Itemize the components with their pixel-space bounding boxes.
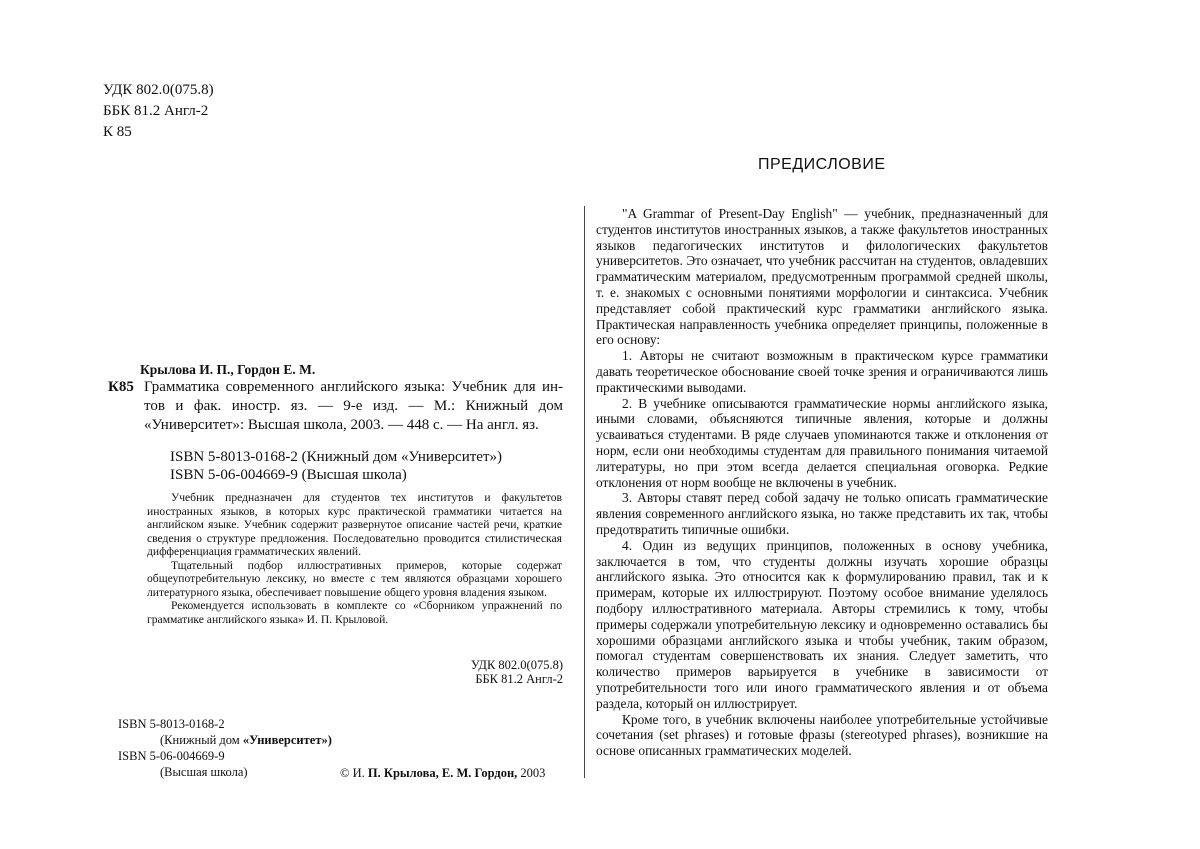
udk-line: УДК 802.0(075.8) (470, 658, 563, 672)
publisher-name-bold: «Университет») (242, 733, 332, 747)
bbk-line: ББК 81.2 Англ-2 (475, 672, 563, 686)
preface-paragraph: 4. Один из ведущих принципов, положенных в основу учебника, заключается в том, что студенты должны изучать хорошие образцы английского языка. Это относится как к формулированию правил, так и к примерам, которые их иллюстрируют. Поэтому особое внимание уделялось подбору иллюстративного материала. Авторы стремились к тому, чтобы примеры содержали употребительную лексику и одновременно оставались бы хорошими образцами английского языка и чтобы учебник, таким образом, помогал студентам совершенствовать их знания. Следует заметить, что количество примеров варьируется в учебнике в зависимости от употребительности того или иного грамматического явления и от объема раздела, который он иллюстрирует. (596, 537, 1048, 711)
copyright-year: 2003 (517, 766, 546, 780)
bibliographic-entry (108, 378, 563, 435)
isbn-line: ISBN 5-8013-0168-2 (118, 717, 225, 731)
isbn-line: ISBN 5-06-004669-9 (118, 749, 225, 763)
isbn-line: ISBN 5-8013-0168-2 (Книжный дом «Университет») (170, 449, 503, 465)
bibliographic-description: Грамматика современного английского языка: Учебник для ин-тов и фак. иностр. яз. — 9-е изд. — М.: Книжный дом «Университет»: Высшая школа, 2003. — 448 с. — На англ. яз. (144, 379, 563, 433)
preface-paragraph: Кроме того, в учебник включены наиболее употребительные устойчивые сочетания (set phrases) и готовые фразы (stereotyped phrases), возникшие на основе описанных грамматических моделей. (596, 711, 1048, 759)
preface-paragraph: "A Grammar of Present-Day English" — учебник, предназначенный для студентов институтов иностранных языков, а также факультетов иностранных языков педагогических институтов и филологических факультетов университетов. Это означает, что учебник рассчитан на студентов, овладевших грамматическим материалом, предусмотренным программой средней школы, т. е. знакомых с основными понятиями морфологии и синтаксиса. Учебник представляет собой практический курс грамматики английского языка. Практическая направленность учебника определяет принципы, положенные в его основу: (596, 206, 1048, 348)
udk-classification-top (103, 80, 214, 143)
bbk-line: ББК 81.2 Англ-2 (103, 103, 209, 119)
isbn-footer (118, 716, 332, 780)
preface-body (596, 206, 1048, 759)
copyright-prefix: © И. (340, 766, 368, 780)
annotation-paragraph: Учебник предназначен для студентов тех институтов и факультетов иностранных языков, в которых курс практической грамматики читается на английском языке. Учебник содержит развернутое описание частей речи, краткие сведения о структуре предложения. Последовательно проводится стилистическая дифференциация грамматических явлений. (147, 491, 562, 558)
author-sign-line: К 85 (103, 124, 132, 140)
annotation-paragraph: Тщательный подбор иллюстративных примеров, которые содержат общеупотребительную лексику, но вместе с тем являются образцами хорошего литературного языка, обеспечивает повышение общего уровня владения языком. (147, 558, 562, 599)
publisher-line (118, 732, 332, 748)
isbn-line: ISBN 5-06-004669-9 (Высшая школа) (170, 467, 407, 483)
book-annotation (147, 491, 562, 626)
publisher-line: (Высшая школа) (160, 765, 248, 779)
preface-title: ПРЕДИСЛОВИЕ (758, 156, 886, 173)
udk-line: УДК 802.0(075.8) (103, 82, 214, 98)
preface-paragraph: 2. В учебнике описываются грамматические нормы английского языка, иными словами, объясняются типичные явления, которые и должны усваиваться студентами. В ряде случаев упоминаются также и отклонения от норм, если они необходимы студентам для правильного понимания читаемой литературы, но при этом всегда делается специальная оговорка. Редкие отклонения от норм вообще не включены в учебник. (596, 395, 1048, 490)
isbn-list (170, 448, 502, 484)
copyright-authors: П. Крылова, Е. М. Гордон, (367, 766, 518, 780)
author-sign-code: К85 (108, 379, 134, 395)
udk-classification-bottom (440, 658, 563, 686)
annotation-paragraph: Рекомендуется использовать в комплекте со «Сборником упражнений по грамматике английского языка» И. П. Крыловой. (147, 599, 562, 626)
publisher-name: (Книжный дом (160, 733, 243, 747)
preface-paragraph: 1. Авторы не считают возможным в практическом курсе грамматики давать теоретическое обоснование своей точке зрения и ограничиваются лишь практическими выводами. (596, 348, 1048, 395)
page-divider (584, 206, 585, 778)
copyright-notice (340, 766, 545, 781)
preface-paragraph: 3. Авторы ставят перед собой задачу не только описать грамматические явления современного английского языка, но также представить их так, чтобы предотвратить типичные ошибки. (596, 490, 1048, 537)
authors-heading: Крылова И. П., Гордон Е. М. (140, 362, 316, 377)
